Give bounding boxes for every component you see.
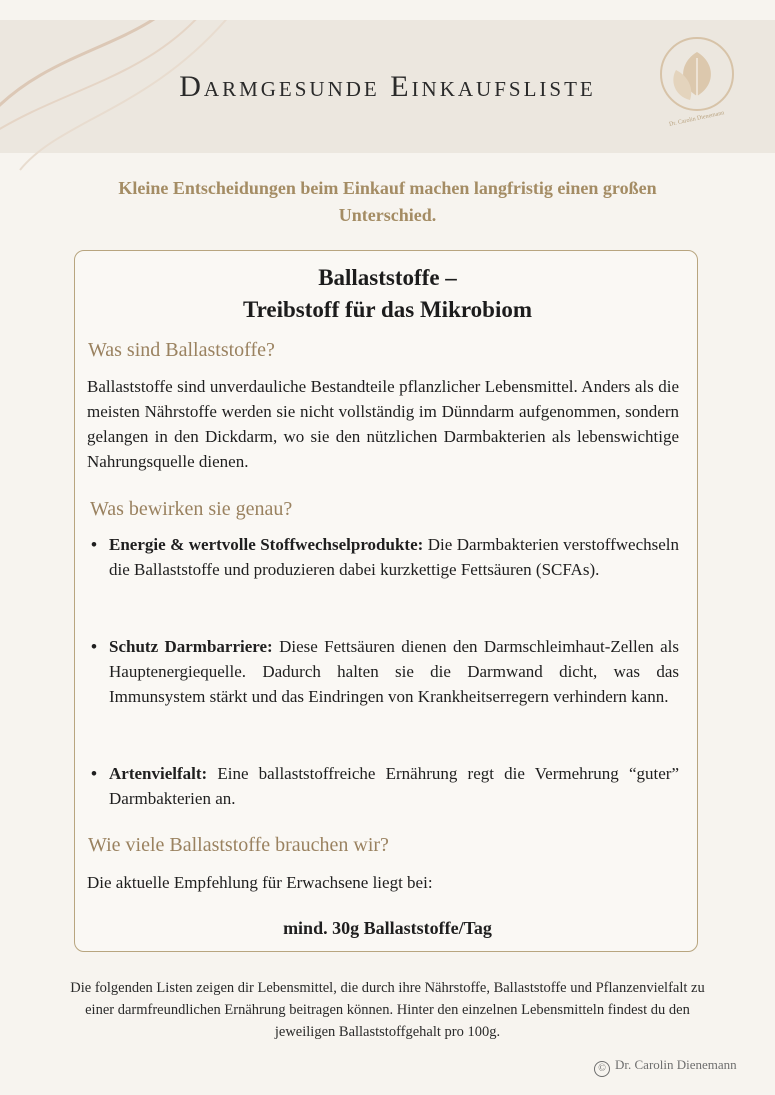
section-heading-effects: Was bewirken sie genau? — [90, 498, 293, 520]
copyright-icon: © — [594, 1061, 610, 1077]
svg-text:Dr. Carolin Dienemann: Dr. Carolin Dienemann — [668, 110, 725, 128]
list-item — [87, 761, 679, 811]
recommendation: mind. 30g Ballaststoffe/Tag — [283, 918, 492, 938]
card-title — [0, 262, 775, 326]
tagline: Kleine Entscheidungen beim Einkauf machen langfristig einen großen Unterschied. — [118, 178, 657, 225]
copyright-text: Dr. Carolin Dienemann — [615, 1057, 737, 1072]
list-item — [87, 634, 679, 709]
page-title: Darmgesunde Einkaufsliste — [179, 70, 596, 103]
list-item — [87, 532, 679, 582]
leaf-icon — [652, 34, 742, 130]
copyright — [594, 1057, 737, 1077]
bullet-label: Schutz Darmbarriere: — [109, 637, 273, 656]
bullet-text: Eine ballaststoffreiche Ernährung regt die Vermehrung “guter” Darmbakterien an. — [109, 764, 679, 808]
bullet-dot: • — [91, 535, 97, 554]
section-heading-what: Was sind Ballaststoffe? — [88, 339, 275, 361]
bullet-text: Die Darmbakterien verstoffwechseln die Ballaststoffe und produzieren dabei kurzkettige Fettsäuren (SCFAs). — [109, 535, 679, 579]
section-text-amount: Die aktuelle Empfehlung für Erwachsene liegt bei: — [87, 873, 433, 892]
footnote: Die folgenden Listen zeigen dir Lebensmittel, die durch ihre Nährstoffe, Ballaststoffe und Pflanzenvielfalt zu einer darmfreundlichen Ernährung beitragen können. Hinter den einzelnen Lebensmitteln findest du den jeweiligen Ballaststoffgehalt pro 100g. — [70, 980, 705, 1040]
bullet-label: Energie & wertvolle Stoffwechselprodukte: — [109, 535, 424, 554]
bullet-text: Diese Fettsäuren dienen den Darmschleimhaut-Zellen als Hauptenergiequelle. Dadurch halten sie die Darmwand dicht, was das Immunsystem stärkt und das Eindringen von Krankheitserregern verhindern kann. — [109, 637, 680, 706]
card-title-line1: Ballaststoffe – — [318, 265, 457, 290]
bullet-dot: • — [91, 637, 97, 656]
section-heading-amount: Wie viele Ballaststoffe brauchen wir? — [88, 834, 389, 856]
card-title-line2: Treibstoff für das Mikrobiom — [242, 297, 532, 322]
bullet-dot: • — [91, 764, 97, 783]
bullet-label: Artenvielfalt: — [109, 764, 208, 783]
section-text-what: Ballaststoffe sind unverdauliche Bestandteile pflanzlicher Lebensmittel. Anders als die meisten Nährstoffe werden sie nicht vollständig im Dünndarm aufgenommen, sondern gelangen in den Dickdarm, wo sie den nützlichen Darmbakterien als lebenswichtige Nahrungsquelle dienen. — [87, 377, 679, 471]
brand-logo — [652, 34, 742, 130]
